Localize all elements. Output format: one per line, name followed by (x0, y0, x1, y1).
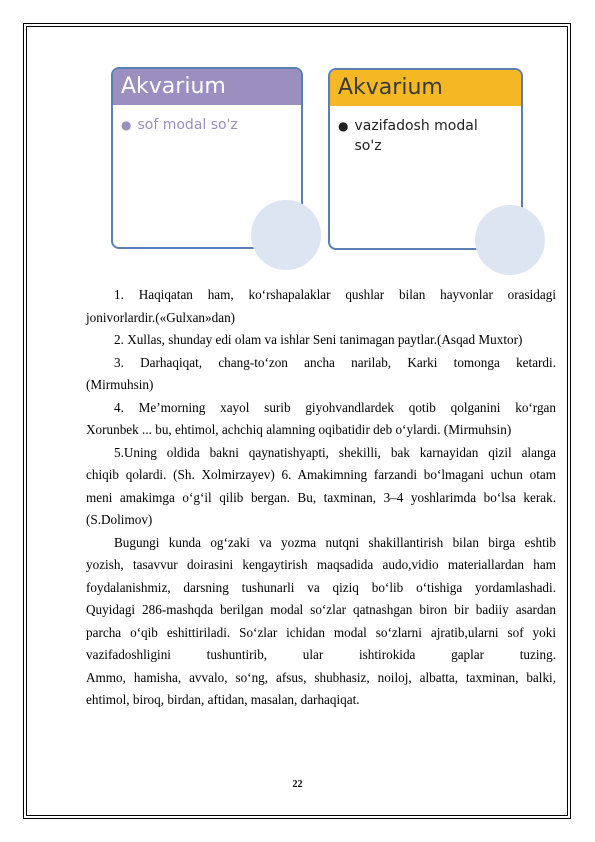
body-text (86, 284, 556, 712)
paragraph-4-line-2: Xorunbek ... bu, ehtimol, achchiq alamning oqibatidir deb o‘ylardi. (Mirmuhsin) (86, 422, 512, 437)
card-header (330, 70, 521, 106)
paragraph-6-line-7: Ammo, hamisha, avvalo, so‘ng, afsus, shubhasiz, noiloj, albatta, taxminan, balki, (86, 669, 556, 685)
bullet-row (121, 115, 293, 135)
paragraph-6-line-2: yozish, tasavvur doirasini kengaytirish maqsadida audo,vidio materiallardan ham (86, 557, 556, 572)
paragraph-6-line-3: foydalanishmiz, darsning tushunarli va qiziq bo‘lib o‘tishiga yordamlashadi. (86, 579, 556, 595)
card-body (330, 106, 521, 166)
bullet-dot-icon: ● (121, 118, 132, 132)
card-title: Akvarium (338, 75, 443, 100)
paragraph-6-line-1: Bugungi kunda og‘zaki va yozma nutqni shakillantirish bilan birga eshtib (114, 534, 556, 550)
paragraph-5-line-3: meni amakimga o‘g‘il qilib bergan. Bu, taxminan, 3–4 yoshlarimda bo‘lsa kerak. (86, 489, 556, 505)
paragraph-5-line-4: (S.Dolimov) (86, 512, 153, 527)
card-body (113, 105, 301, 145)
bullet-text (354, 116, 477, 156)
bullet-text-line1: vazifadosh modal (354, 118, 478, 134)
paragraph-6-line-8: ehtimol, biroq, birdan, aftidan, masalan, darhaqiqat. (86, 692, 360, 707)
paragraph-3-line-1: 3. Darhaqiqat, chang-to‘zon ancha narilab, Karki tomonga ketardi. (114, 354, 556, 370)
paragraph-4-line-1: 4. Me’morning xayol surib giyohvandlardek qotib qolganini ko‘rgan (114, 399, 556, 415)
paragraph-6-line-4: Quyidagi 286-mashqda berilgan modal so‘zlar qatnashgan biron bir badiiy asardan (86, 602, 556, 617)
paragraph-5-line-2: chiqib qolardi. (Sh. Xolmirzayev) 6. Amakimning farzandi bo‘lmagani uchun otam (86, 467, 556, 482)
paragraph-3-line-2: (Mirmuhsin) (86, 377, 154, 392)
bullet-row (338, 116, 513, 156)
page-number: 22 (292, 779, 303, 790)
paragraph-1-line-1: 1. Haqiqatan ham, ko‘rshapalaklar qushlar bilan hayvonlar orasidagi (114, 287, 556, 302)
bullet-text: sof modal so'z (137, 117, 238, 133)
paragraph-6-line-6: vazifadoshligini tushuntirib, ular ishtirokida gaplar tuzing. (86, 647, 556, 662)
card-header (113, 69, 301, 105)
paragraph-6-line-5: parcha o‘qib eshittiriladi. So‘zlar ichidan modal so‘zlarni ajratib,ularni sof yoki (86, 624, 556, 640)
bullet-dot-icon: ● (338, 119, 349, 133)
decorative-circle (251, 200, 321, 270)
paragraph-2: 2. Xullas, shunday edi olam va ishlar Seni tanimagan paytlar.(Asqad Muxtor) (114, 332, 523, 347)
decorative-circle (475, 205, 545, 275)
card-title: Akvarium (121, 74, 226, 99)
paragraph-5-line-1: 5.Uning oldida bakni qaynatishyapti, shekilli, bak karnayidan qizil alanga (114, 444, 556, 460)
bullet-text-line2: so'z (354, 138, 382, 154)
paragraph-1-line-2: jonivorlardir.(«Gulxan»dan) (86, 309, 236, 325)
